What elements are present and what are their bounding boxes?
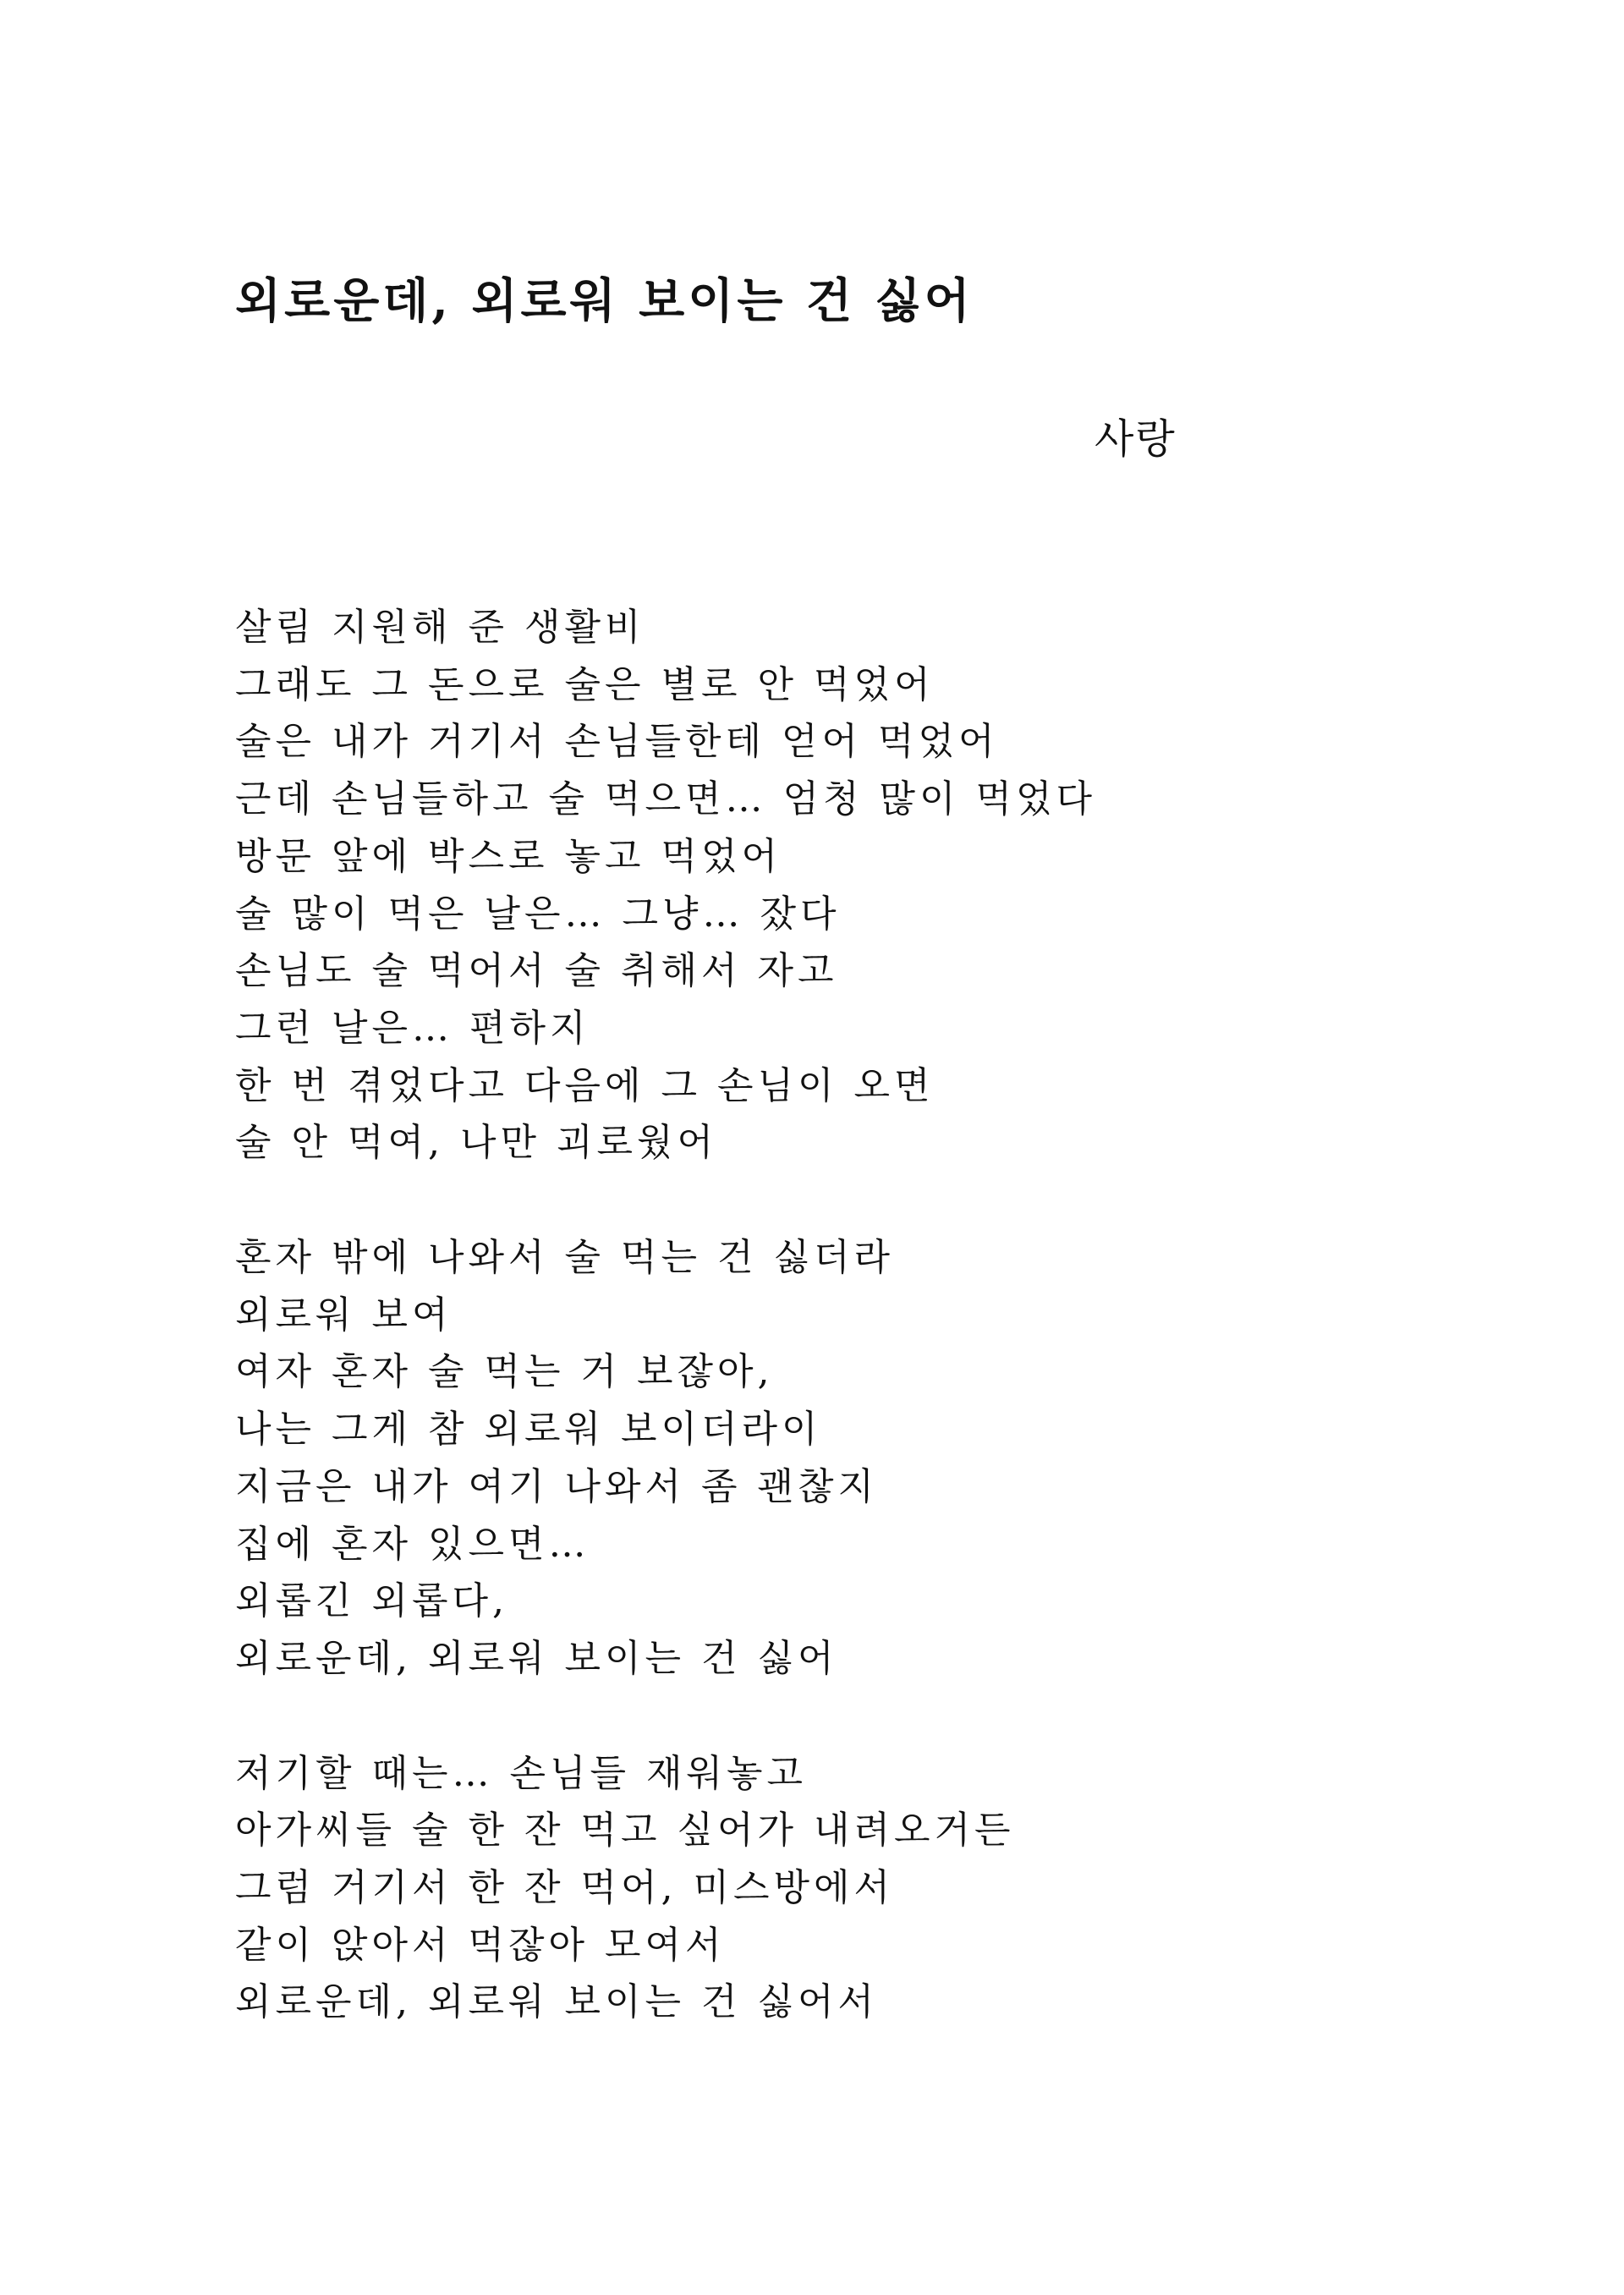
poem-line: 그럼 거기서 한 잔 먹어, 미스방에서 — [235, 1866, 894, 1910]
poem-line: 근데 손님들하고 술 먹으면… 엄청 많이 먹었다 — [235, 777, 1096, 821]
stanza-2 — [235, 1229, 1419, 1688]
poem-line: 한 번 겪었다고 다음에 그 손님이 오면 — [235, 1063, 935, 1107]
poem-line: 외롭긴 외롭다, — [235, 1579, 508, 1623]
poem-line: 외로워 보여 — [235, 1293, 453, 1337]
poem-title: 외로운데, 외로워 보이는 건 싫어 — [235, 273, 974, 329]
poem-line: 나는 그게 참 외로워 보이더라이 — [235, 1408, 822, 1452]
stanza-3 — [235, 1745, 1419, 2032]
poem-line: 지금은 내가 여기 나와서 좀 괜찮지 — [235, 1464, 878, 1508]
poem-line: 그런 날은… 편하지 — [235, 1006, 590, 1050]
poem-line: 그래도 그 돈으로 술은 별로 안 먹었어 — [235, 662, 935, 706]
poem-line: 같이 앉아서 먹잖아 모여서 — [235, 1923, 726, 1967]
poem-line: 아가씨들 술 한 잔 먹고 싶어가 내려오거든 — [235, 1809, 1015, 1853]
poem-author: 사랑 — [1095, 415, 1177, 463]
poem-line: 집에 혼자 있으면… — [235, 1522, 590, 1566]
poem-line: 손님도 술 먹어서 술 취해서 자고 — [235, 949, 838, 993]
poem-line: 술은 내가 거기서 손님들한테 얻어 먹었어 — [235, 720, 999, 764]
poem-line: 여자 혼자 술 먹는 거 보잖아, — [235, 1350, 774, 1394]
stanza-1 — [235, 599, 1419, 1172]
poem-line: 술 많이 먹은 날은… 그냥… 잤다 — [235, 892, 841, 936]
poem-line: 방문 앞에 박스로 놓고 먹었어 — [235, 834, 782, 878]
poem-line: 술 안 먹여, 나만 괴로웠어 — [235, 1121, 717, 1165]
poem-line: 외로운데, 외로워 보이는 건 싫어서 — [235, 1980, 878, 2024]
poem-line: 저기할 때는… 손님들 재워놓고 — [235, 1751, 808, 1795]
poem-line: 혼자 밖에 나와서 술 먹는 건 싫더라 — [235, 1236, 894, 1280]
poem-line: 외로운데, 외로워 보이는 건 싫어 — [235, 1636, 838, 1680]
poem-body — [235, 599, 1419, 2089]
poem-line: 살림 지원해 준 생활비 — [235, 606, 645, 649]
